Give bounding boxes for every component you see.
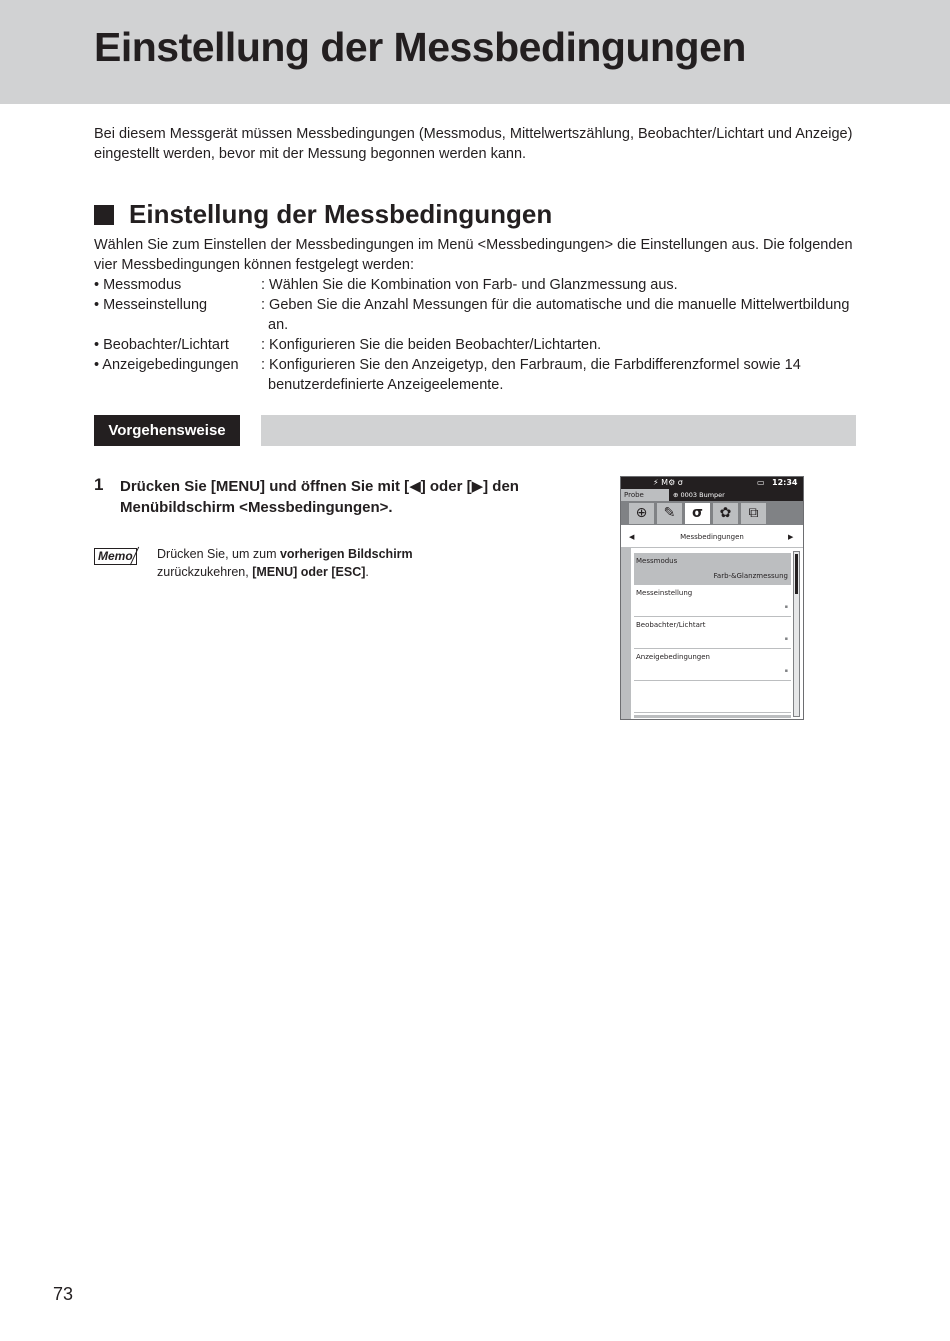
step-text — [120, 476, 540, 518]
list-item — [94, 355, 854, 395]
menu-title-bar — [621, 527, 803, 548]
menu-item-messeinstellung[interactable] — [634, 585, 791, 617]
menu-item-label: Messeinstellung — [636, 589, 693, 597]
gear-icon[interactable]: ✿ — [713, 503, 738, 524]
condition-name: • Anzeigebedingungen — [94, 357, 239, 373]
procedure-label: Vorgehensweise — [94, 415, 240, 446]
memo-tag: Memo — [94, 548, 137, 565]
page-title: Einstellung der Messbedingungen — [94, 24, 746, 70]
memo-part: Drücken Sie, um zum — [157, 547, 280, 561]
chevron-right-icon[interactable]: ▶ — [788, 533, 794, 541]
list-item — [94, 295, 854, 335]
target-value — [673, 489, 725, 501]
menu-item-anzeige[interactable] — [634, 649, 791, 681]
condition-desc: : Wählen Sie die Kombination von Farb- und Glanzmessung aus. — [261, 277, 678, 293]
scrollbar-thumb[interactable] — [795, 554, 798, 594]
step-text-part: ] den Menübildschirm <Messbedingungen>. — [120, 478, 519, 516]
bottom-edge — [634, 715, 791, 718]
status-icons: ⚡ M⚙ σ — [653, 478, 683, 487]
right-arrow-icon: ▶ — [471, 478, 484, 495]
condition-desc: : Konfigurieren Sie den Anzeigetyp, den Farbraum, die Farbdifferenzformel sowie 14 benutzerdefinierte Anzeigeelemente. — [261, 357, 801, 393]
memo-part: zurückzukehren, — [157, 565, 253, 579]
section-square-icon — [94, 205, 114, 225]
condition-desc: : Geben Sie die Anzahl Messungen für die automatische und die manuelle Mittelwertbildung an. — [261, 297, 850, 333]
menu-item-label: Beobachter/Lichtart — [636, 621, 706, 629]
step-number: 1 — [94, 475, 104, 494]
memo-text — [157, 545, 487, 581]
probe-label[interactable]: Probe — [621, 489, 669, 501]
section-heading — [94, 199, 552, 230]
left-arrow-icon: ◀ — [409, 478, 421, 495]
menu-list — [634, 553, 791, 713]
battery-icon: ▭ — [757, 478, 765, 487]
tab-bar — [621, 501, 803, 525]
list-item — [94, 275, 854, 295]
device-screenshot — [620, 476, 804, 720]
target-icon: ⊕ — [673, 491, 681, 499]
menu-item-label: Messmodus — [636, 557, 678, 565]
procedure-bar — [261, 415, 856, 446]
intro-paragraph: Bei diesem Messgerät müssen Messbedingungen (Messmodus, Mittelwertszählung, Beobachter/Lichtart und Anzeige) eingestellt werden, bevor mit der Messung begonnen werden kann. — [94, 126, 853, 162]
submenu-icon: ▪ — [784, 636, 788, 642]
menu-item-empty — [634, 681, 791, 713]
list-item — [94, 335, 854, 355]
menu-item-value: Farb-&Glanzmessung — [713, 572, 788, 580]
wrench-icon[interactable]: ✎ — [657, 503, 682, 524]
memo-part: . — [365, 565, 369, 579]
memo-bold: vorherigen Bildschirm — [279, 547, 413, 561]
menu-title: Messbedingungen — [680, 533, 744, 541]
condition-list — [94, 275, 854, 395]
step-text-part: ] oder [ — [420, 478, 472, 495]
target-value-text: 0003 Bumper — [680, 491, 725, 499]
status-bar — [621, 477, 803, 489]
menu-item-messmodus[interactable] — [634, 553, 791, 585]
condition-desc: : Konfigurieren Sie die beiden Beobachter/Lichtarten. — [261, 337, 602, 353]
page-number: 73 — [53, 1284, 74, 1304]
left-edge — [621, 547, 631, 719]
condition-name: • Beobachter/Lichtart — [94, 337, 229, 353]
copy-icon[interactable]: ⧉ — [741, 503, 766, 524]
scrollbar[interactable] — [793, 551, 800, 717]
condition-name: • Messmodus — [94, 277, 182, 293]
section-text: Wählen Sie zum Einstellen der Messbedingungen im Menü <Messbedingungen> die Einstellungen aus. Die folgenden vier Messbedingungen können festgelegt werden: — [94, 237, 853, 273]
step-text-part: Drücken Sie [MENU] und öffnen Sie mit [ — [120, 478, 410, 495]
submenu-icon: ▪ — [784, 668, 788, 674]
chevron-left-icon[interactable]: ◀ — [629, 533, 635, 541]
menu-item-label: Anzeigebedingungen — [636, 653, 710, 661]
section-heading-text: Einstellung der Messbedingungen — [129, 199, 553, 229]
condition-name: • Messeinstellung — [94, 297, 208, 313]
submenu-icon: ▪ — [784, 604, 788, 610]
clock: 12:34 — [772, 478, 798, 487]
target-icon[interactable]: ⊕ — [629, 503, 654, 524]
memo-bold: [MENU] oder [ESC] — [252, 565, 366, 579]
measure-icon[interactable]: σ — [685, 503, 710, 524]
menu-item-beobachter[interactable] — [634, 617, 791, 649]
